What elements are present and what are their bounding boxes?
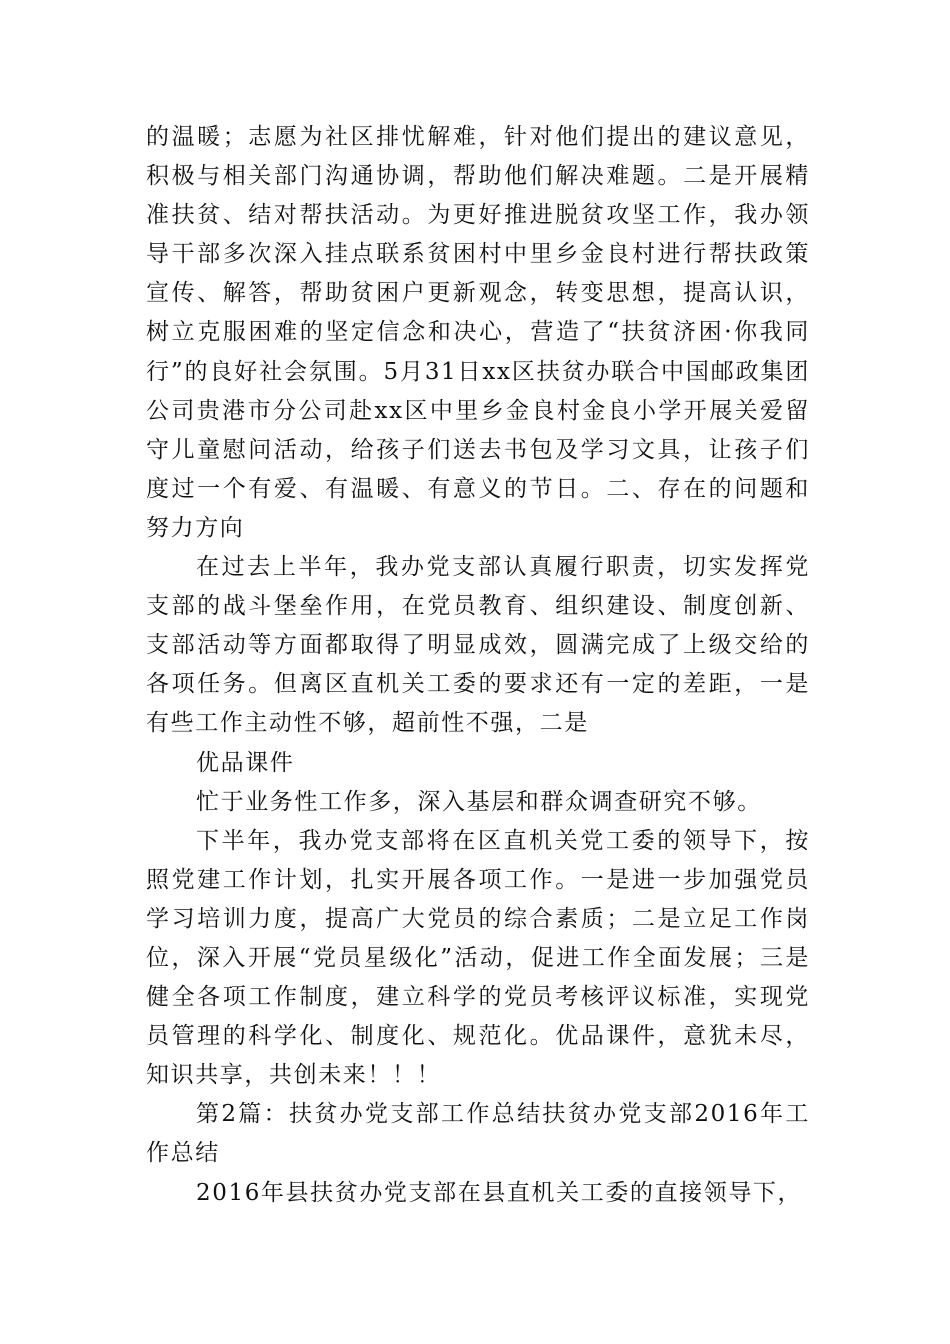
paragraph-3: 优品课件 xyxy=(196,749,295,776)
document-body xyxy=(146,118,810,1213)
paragraph-2: 在过去上半年，我办党支部认真履行职责，切实发挥党支部的战斗堡垒作用，在党员教育、组织建设、制度创新、支部活动等方面都取得了明显成效，圆满完成了上级交给的各项任务。但离区直机关工委的要求还有一定的差距，一是有些工作主动性不够，超前性不强，二是 xyxy=(146,554,810,737)
paragraph-5: 下半年，我办党支部将在区直机关党工委的领导下，按照党建工作计划，扎实开展各项工作。一是进一步加强党员学习培训力度，提高广大党员的综合素质；二是立足工作岗位，深入开展“党员星级化”活动，促进工作全面发展；三是健全各项工作制度，建立科学的党员考核评议标准，实现党员管理的科学化、制度化、规范化。优品课件，意犹未尽，知识共享，共创未来！！！ xyxy=(146,827,810,1089)
paragraph-7: 2016年县扶贫办党支部在县直机关工委的直接领导下， xyxy=(196,1179,803,1206)
section-heading: 第2篇：扶贫办党支部工作总结扶贫办党支部2016年工作总结 xyxy=(146,1101,810,1167)
paragraph-1: 的温暖；志愿为社区排忧解难，针对他们提出的建议意见，积极与相关部门沟通协调，帮助他们解决难题。二是开展精准扶贫、结对帮扶活动。为更好推进脱贫攻坚工作，我办领导干部多次深入挂点联系贫困村中里乡金良村进行帮扶政策宣传、解答，帮助贫困户更新观念，转变思想，提高认识，树立克服困难的坚定信念和决心，营造了“扶贫济困·你我同行”的良好社会氛围。5月31日xx区扶贫办联合中国邮政集团公司贵港市分公司赴xx区中里乡金良村金良小学开展关爱留守儿童慰问活动，给孩子们送去书包及学习文具，让孩子们度过一个有爱、有温暖、有意义的节日。二、存在的问题和努力方向 xyxy=(146,124,810,541)
paragraph-4: 忙于业务性工作多，深入基层和群众调查研究不够。 xyxy=(196,788,762,815)
